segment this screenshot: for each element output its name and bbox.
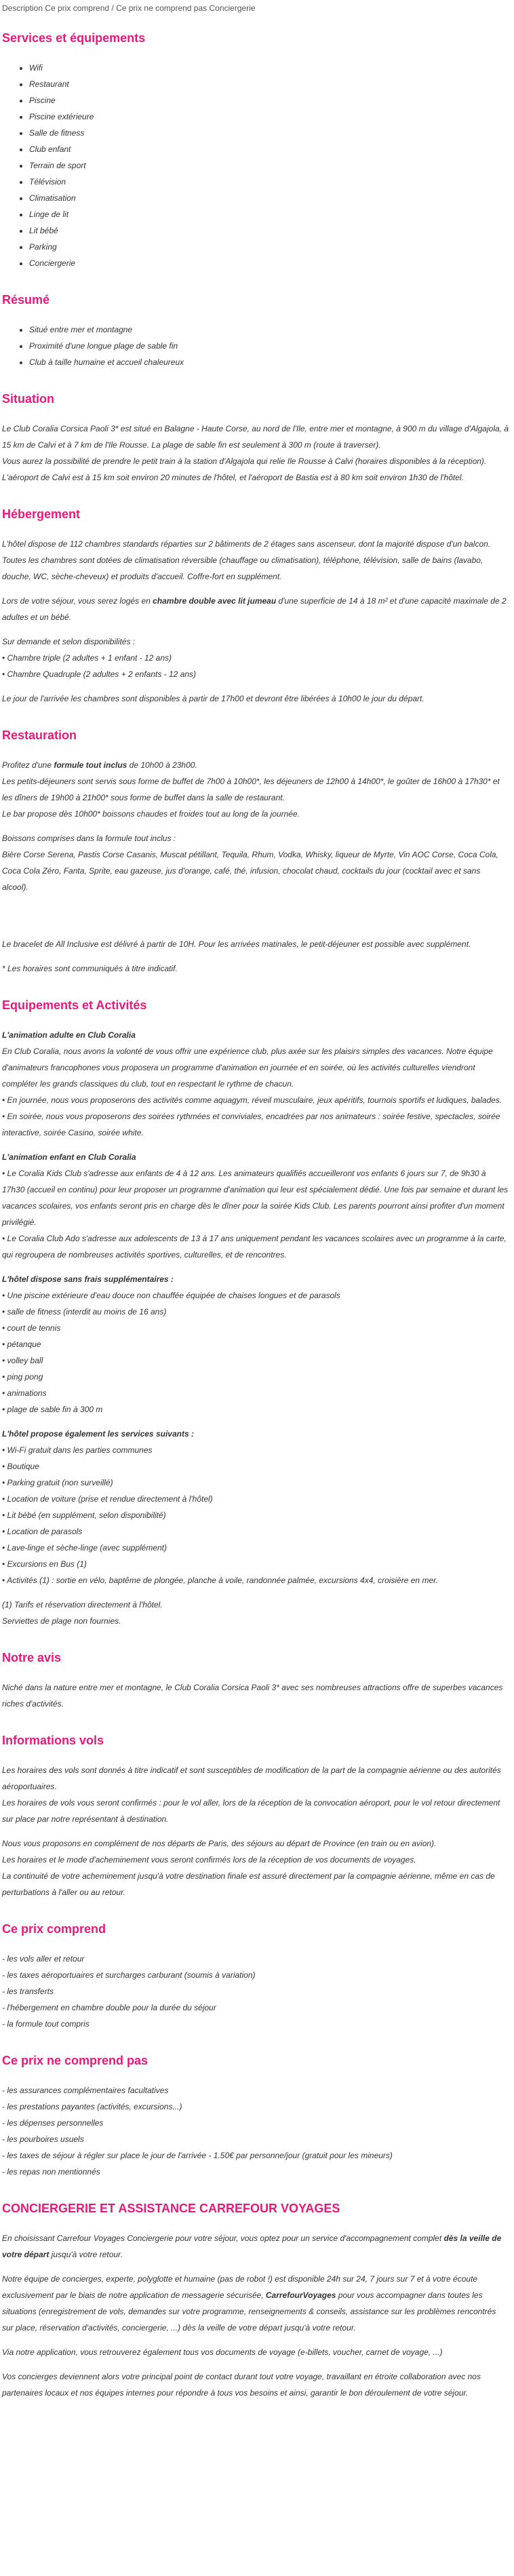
text-line: • Chambre Quadruple (2 adultes + 2 enfants - 12 ans): [2, 669, 197, 679]
paragraph: [2, 960, 509, 977]
text-line: Le bracelet de All Inclusive est délivré à partir de 10H. Pour les arrivées matinales, le petit-déjeuner est possible avec supplément.: [2, 939, 471, 949]
list-item: • Club enfant: [29, 141, 509, 157]
text-line: • Excursions en Bus (1): [2, 1559, 87, 1569]
section-ce-prix-comprend: [2, 1919, 509, 2032]
text-line: - les transferts: [2, 1987, 54, 1996]
text-line: L'aéroport de Calvi est à 15 km soit environ 20 minutes de l'hôtel, et l'aéroport de Bastia est à 80 km soit environ 1h30 de l'hôtel.: [2, 473, 464, 482]
section-ce-prix-ne-comprend-pas: [2, 2051, 509, 2180]
section-equipements-et-activites: [2, 996, 509, 1629]
text-line: [2, 1429, 194, 1439]
list-item: • Situé entre mer et montagne: [29, 321, 509, 338]
text-line: • Boutique: [2, 1462, 39, 1471]
text-line: Le jour de l'arrivée les chambres sont disponibles à partir de 17h00 et devront être libérées à 10h00 le jour du départ.: [2, 694, 424, 703]
section-heading: Informations vols: [2, 1734, 104, 1747]
section-heading: Résumé: [2, 293, 50, 307]
section-heading: CONCIERGERIE ET ASSISTANCE CARREFOUR VOYAGES: [2, 2202, 340, 2215]
bullet-list: [2, 321, 509, 370]
text-line: • Chambre triple (2 adultes + 1 enfant - 12 ans): [2, 653, 172, 663]
text-line: En Club Coralia, nous avons la volonté de vous offrir une expérience club, plus axée sur les plaisirs simples des vacances. Notre équipe d'animateurs francophones vous proposera un programme d'animation en journée et en soirée, où les activités culturelles viendront compléter les grands classiques du club, tout en respectant le rythme de chacun.: [2, 1047, 493, 1089]
paragraph: [2, 2368, 509, 2401]
bullet-list: [2, 60, 509, 271]
paragraph: [2, 1679, 509, 1712]
list-item: • Restaurant: [29, 76, 509, 92]
text-line: • volley ball: [2, 1356, 43, 1365]
paragraph: [2, 1027, 509, 1141]
paragraph: [2, 536, 509, 585]
paragraph: [2, 2344, 509, 2360]
text-run: En choisissant Carrefour Voyages Conciergerie pour votre séjour, vous optez pour un service d'accompagnement complet: [2, 2233, 444, 2243]
text-line: • Le Coralia Club Ado s'adresse aux adolescents de 13 à 17 ans uniquement pendant les vacances scolaires avec un programme à la carte, qui regroupera de nombreuses activités sportives, culturelles, et de rencontres.: [2, 1234, 507, 1260]
text-line: • Parking gratuit (non surveillé): [2, 1478, 113, 1487]
text-line: Bière Corse Serena, Pastis Corse Casanis, Muscat pétillant, Tequila, Rhum, Vodka, Whisky, liqueur de Myrte, Vin AOC Corse, Coca Cola, Coca Cola Zéro, Fanta, Sprite, eau gazeuse, jus d'orange, café, thé, infusion, chocolat chaud, cocktails du jour (cocktail avec et sans alcool).: [2, 850, 498, 892]
list-item: • Télévision: [29, 174, 509, 190]
bold-text: chambre double avec lit jumeau: [153, 596, 277, 606]
text-line: • Wi-Fi gratuit dans les parties communes: [2, 1445, 153, 1455]
text-line: Niché dans la nature entre mer et montagne, le Club Coralia Corsica Paoli 3* avec ses nombreuses attractions offre de superbes vacances riches d'activités.: [2, 1683, 503, 1709]
section-services-et-equipements: [2, 28, 509, 271]
text-line: Boissons comprises dans la formule tout inclus :: [2, 834, 176, 843]
paragraph: [2, 421, 509, 486]
text-line: La continuité de votre acheminement jusqu'à votre destination finale est assuré directement par la compagnie aérienne, même en cas de perturbations à l'aller ou au retour.: [2, 1871, 495, 1897]
list-item: • Terrain de sport: [29, 157, 509, 174]
paragraph: [2, 757, 509, 822]
text-line: Les horaires des vols sont donnés à titre indicatif et sont susceptibles de modification de la part de la compagnie aérienne ou des autorités aéroportuaires.: [2, 1765, 501, 1791]
text-line: [2, 1152, 136, 1162]
text-run: Profitez d'une: [2, 760, 54, 770]
text-run: d'une superficie de 14 à 18 m² et d'une capacité maximale de 2 adultes et un bébé.: [2, 596, 507, 622]
text-line: • plage de sable fin à 300 m: [2, 1405, 103, 1414]
text-run: Lors de votre séjour, vous serez logés en: [2, 596, 153, 606]
list-item: • Linge de lit: [29, 206, 509, 222]
nav-link-conciergerie[interactable]: Conciergerie: [209, 3, 256, 13]
paragraph: [2, 1271, 509, 1418]
section-resume: [2, 290, 509, 370]
text-line: - les dépenses personnelles: [2, 2118, 104, 2128]
text-line: - les repas non mentionnés: [2, 2167, 100, 2177]
section-heading: Notre avis: [2, 1651, 62, 1664]
text-line: - l'hébergement en chambre double pour la durée du séjour: [2, 2003, 216, 2012]
text-line: Nous vous proposons en complément de nos départs de Paris, des séjours au départ de Province (en train ou en avion).: [2, 1839, 437, 1848]
text-line: • Lit bébé (en supplément, selon disponibilité): [2, 1510, 166, 1520]
text-line: • En journée, nous vous proposerons des activités comme aquagym, réveil musculaire, jeux apéritifs, tournois sportifs et ludiques, balades.: [2, 1095, 502, 1105]
text-line: - les pourboires usuels: [2, 2134, 84, 2144]
paragraph: [2, 1835, 509, 1900]
text-line: - les taxes aéroportuaires et surcharges carburant (soumis à variation): [2, 1970, 256, 1980]
text-line: • salle de fitness (interdit au moins de 16 ans): [2, 1307, 167, 1316]
text-line: • ping pong: [2, 1372, 43, 1382]
paragraph: [2, 830, 509, 895]
paragraph: [2, 2271, 509, 2336]
text-run: jusqu'à votre retour.: [49, 2250, 123, 2259]
text-line: • pétanque: [2, 1340, 41, 1349]
text-line: Les horaires et le mode d'acheminement vous seront confirmés lors de la réception de vos documents de voyages.: [2, 1855, 416, 1865]
paragraph: [2, 690, 509, 707]
list-item: • Piscine: [29, 92, 509, 109]
nav-link-ce-prix-comprend-ce-prix-ne-comprend-pas[interactable]: Ce prix comprend / Ce prix ne comprend pas: [45, 3, 207, 13]
description-tabs: [2, 0, 509, 16]
text-line: • Location de voiture (prise et rendue directement à l'hôtel): [2, 1494, 213, 1504]
list-item: • Proximité d'une longue plage de sable fin: [29, 338, 509, 354]
list-item: • Lit bébé: [29, 222, 509, 239]
text-line: - les vols aller et retour: [2, 1954, 85, 1964]
text-line: Les horaires de vols vous seront confirmés : pour le vol aller, lors de la réception de la convocation aéroport, pour le vol retour directement sur place par notre représentant à destination.: [2, 1798, 500, 1824]
section-heading: Situation: [2, 392, 54, 406]
text-line: • Une piscine extérieure d'eau douce non chauffée équipée de chaises longues et de parasols: [2, 1291, 340, 1300]
text-line: Les petits-déjeuners sont servis sous forme de buffet de 7h00 à 10h00*, les déjeuners de 12h00 à 14h00*, le goûter de 16h00 à 17h30* et les dîners de 19h00 à 21h00* sous forme de buffet dans la salle de restaurant.: [2, 777, 500, 802]
text-line: * Les horaires sont communiqués à titre indicatif.: [2, 964, 178, 973]
text-line: - la formule tout compris: [2, 2019, 90, 2029]
paragraph: [2, 633, 509, 682]
text-line: • Le Coralia Kids Club s'adresse aux enfants de 4 à 12 ans. Les animateurs qualifiés accueilleront vos enfants 6 jours sur 7, de 9h30 à 17h30 (accueil en continu) pour leur proposer un programme d'animation qui leur est spécialement dédié. Une fois par semaine et durant les vacances scolaires, vos enfants seront pris en charge dès le dîner pour la soirée Kids Club. Les parents pourront ainsi profiter d'un moment privilégié.: [2, 1169, 509, 1227]
section-heading: Restauration: [2, 728, 77, 742]
paragraph: [2, 1149, 509, 1263]
bold-text: dès la veille de votre départ: [2, 2233, 502, 2259]
section-informations-vols: [2, 1731, 509, 1900]
text-run: pour vous accompagner dans toutes les situations (enregistrement de vols, demandes sur votre programme, renseignements & conseils, assistance sur les problèmes rencontrés sur place, réservation d'activités, conciergerie, ...) dès la veille de votre départ jusqu'à votre retour.: [2, 2290, 496, 2333]
description-content: [2, 28, 509, 2401]
text-line: (1) Tarifs et réservation directement à l'hôtel.: [2, 1600, 163, 1609]
paragraph: [2, 1951, 509, 2032]
text-line: L'hôtel dispose de 112 chambres standards réparties sur 2 bâtiments de 2 étages sans ascenseur, dont la majorité dispose d'un balcon.: [2, 539, 491, 549]
text-line: Toutes les chambres sont dotées de climatisation réversible (chauffage ou climatisation), téléphone, télévision, salle de bains (lavabo, douche, WC, sèche-cheveux) et produits d'accueil. Coffre-fort en supplément.: [2, 555, 483, 581]
bold-text: formule tout inclus: [54, 760, 127, 770]
section-notre-avis: [2, 1648, 509, 1712]
text-line: • animations: [2, 1388, 47, 1398]
bold-text: L'hôtel propose également les services suivants :: [2, 1429, 194, 1439]
text-line: Vos concierges deviennent alors votre principal point de contact durant tout votre voyage, travaillant en étroite collaboration avec nos partenaires locaux et nos équipes internes pour répondre à tous vos besoins et ainsi, garantir le bon déroulement de votre séjour.: [2, 2372, 481, 2398]
bold-text: L'animation adulte en Club Coralia: [2, 1030, 136, 1040]
paragraph: [2, 2082, 509, 2180]
list-item: • Climatisation: [29, 190, 509, 206]
list-item: • Piscine extérieure: [29, 109, 509, 125]
text-line: • Activités (1) : sortie en vélo, baptême de plongée, planche à voile, randonnée palmée, excursions 4x4, croisière en mer.: [2, 1576, 438, 1585]
bold-text: L'animation enfant en Club Coralia: [2, 1152, 136, 1162]
list-item: • Conciergerie: [29, 255, 509, 271]
section-heading: Ce prix comprend: [2, 1922, 106, 1936]
nav-link-description[interactable]: Description: [2, 3, 43, 13]
list-item: • Wifi: [29, 60, 509, 76]
text-line: [2, 760, 197, 770]
text-line: [2, 2274, 496, 2333]
section-heading: Equipements et Activités: [2, 998, 147, 1012]
text-line: • Lave-linge et sèche-linge (avec supplément): [2, 1543, 167, 1553]
text-line: Sur demande et selon disponibilités :: [2, 637, 136, 646]
section-heading: Ce prix ne comprend pas: [2, 2054, 149, 2067]
text-line: • Location de parasols: [2, 1527, 83, 1536]
text-line: [2, 596, 507, 622]
text-line: Via notre application, vous retrouverez également tous vos documents de voyage (e-billets, voucher, carnet de voyage, ...): [2, 2347, 443, 2357]
text-line: Serviettes de plage non fournies.: [2, 1616, 121, 1626]
text-line: Le Club Coralia Corsica Paoli 3* est situé en Balagne - Haute Corse, au nord de l'Ile, entre mer et montagne, à 900 m du village d'Algajola, à 15 km de Calvi et à 7 km de l'Ile Rousse. La plage de sable fin est seulement à 300 m (route à traverser).: [2, 424, 509, 450]
section-hebergement: [2, 505, 509, 707]
paragraph: [2, 903, 509, 952]
text-line: - les prestations payantes (activités, excursions...): [2, 2102, 182, 2111]
text-line: Vous aurez la possibilité de prendre le petit train à la station d'Algajola qui relie Ile Rousse à Calvi (horaires disponibles à la réception).: [2, 456, 487, 466]
text-line: [2, 1274, 174, 1284]
section-restauration: [2, 726, 509, 977]
text-line: Le bar propose dès 10h00* boissons chaudes et froides tout au long de la journée.: [2, 809, 300, 819]
paragraph: [2, 1426, 509, 1588]
list-item: • Salle de fitness: [29, 125, 509, 141]
text-line: [2, 1030, 136, 1040]
list-item: • Parking: [29, 239, 509, 255]
paragraph: [2, 2230, 509, 2263]
paragraph: [2, 1762, 509, 1827]
paragraph: [2, 1597, 509, 1629]
text-line: - les taxes de séjour à régler sur place le jour de l'arrivée - 1.50€ par personne/jour (gratuit pour les mineurs): [2, 2151, 393, 2160]
section-conciergerie-et-assistance-carrefour-voyages: [2, 2199, 509, 2401]
text-run: de 10h00 à 23h00.: [127, 760, 197, 770]
section-situation: [2, 389, 509, 486]
bold-text: L'hôtel dispose sans frais supplémentaires :: [2, 1274, 174, 1284]
paragraph: [2, 593, 509, 625]
text-line: [2, 2233, 501, 2259]
section-heading: Hébergement: [2, 507, 81, 521]
list-item: • Club à taille humaine et accueil chaleureux: [29, 354, 509, 370]
text-line: • court de tennis: [2, 1323, 61, 1333]
bold-text: CarrefourVoyages: [265, 2290, 336, 2300]
text-run: Notre équipe de concierges, experte, polyglotte et humaine (pas de robot !) est disponible 24h sur 24, 7 jours sur 7 et à votre écoute exclusivement par le biais de notre application de messagerie sécurisée,: [2, 2274, 478, 2300]
text-line: • En soirée, nous vous proposerons des soirées rythmées et conviviales, encadrées par nos animateurs : soirée festive, spectacles, soirée interactive, soirée Casino, soirée white.: [2, 1112, 500, 1137]
section-heading: Services et équipements: [2, 31, 146, 45]
text-line: - les assurances complémentaires facultatives: [2, 2086, 169, 2095]
